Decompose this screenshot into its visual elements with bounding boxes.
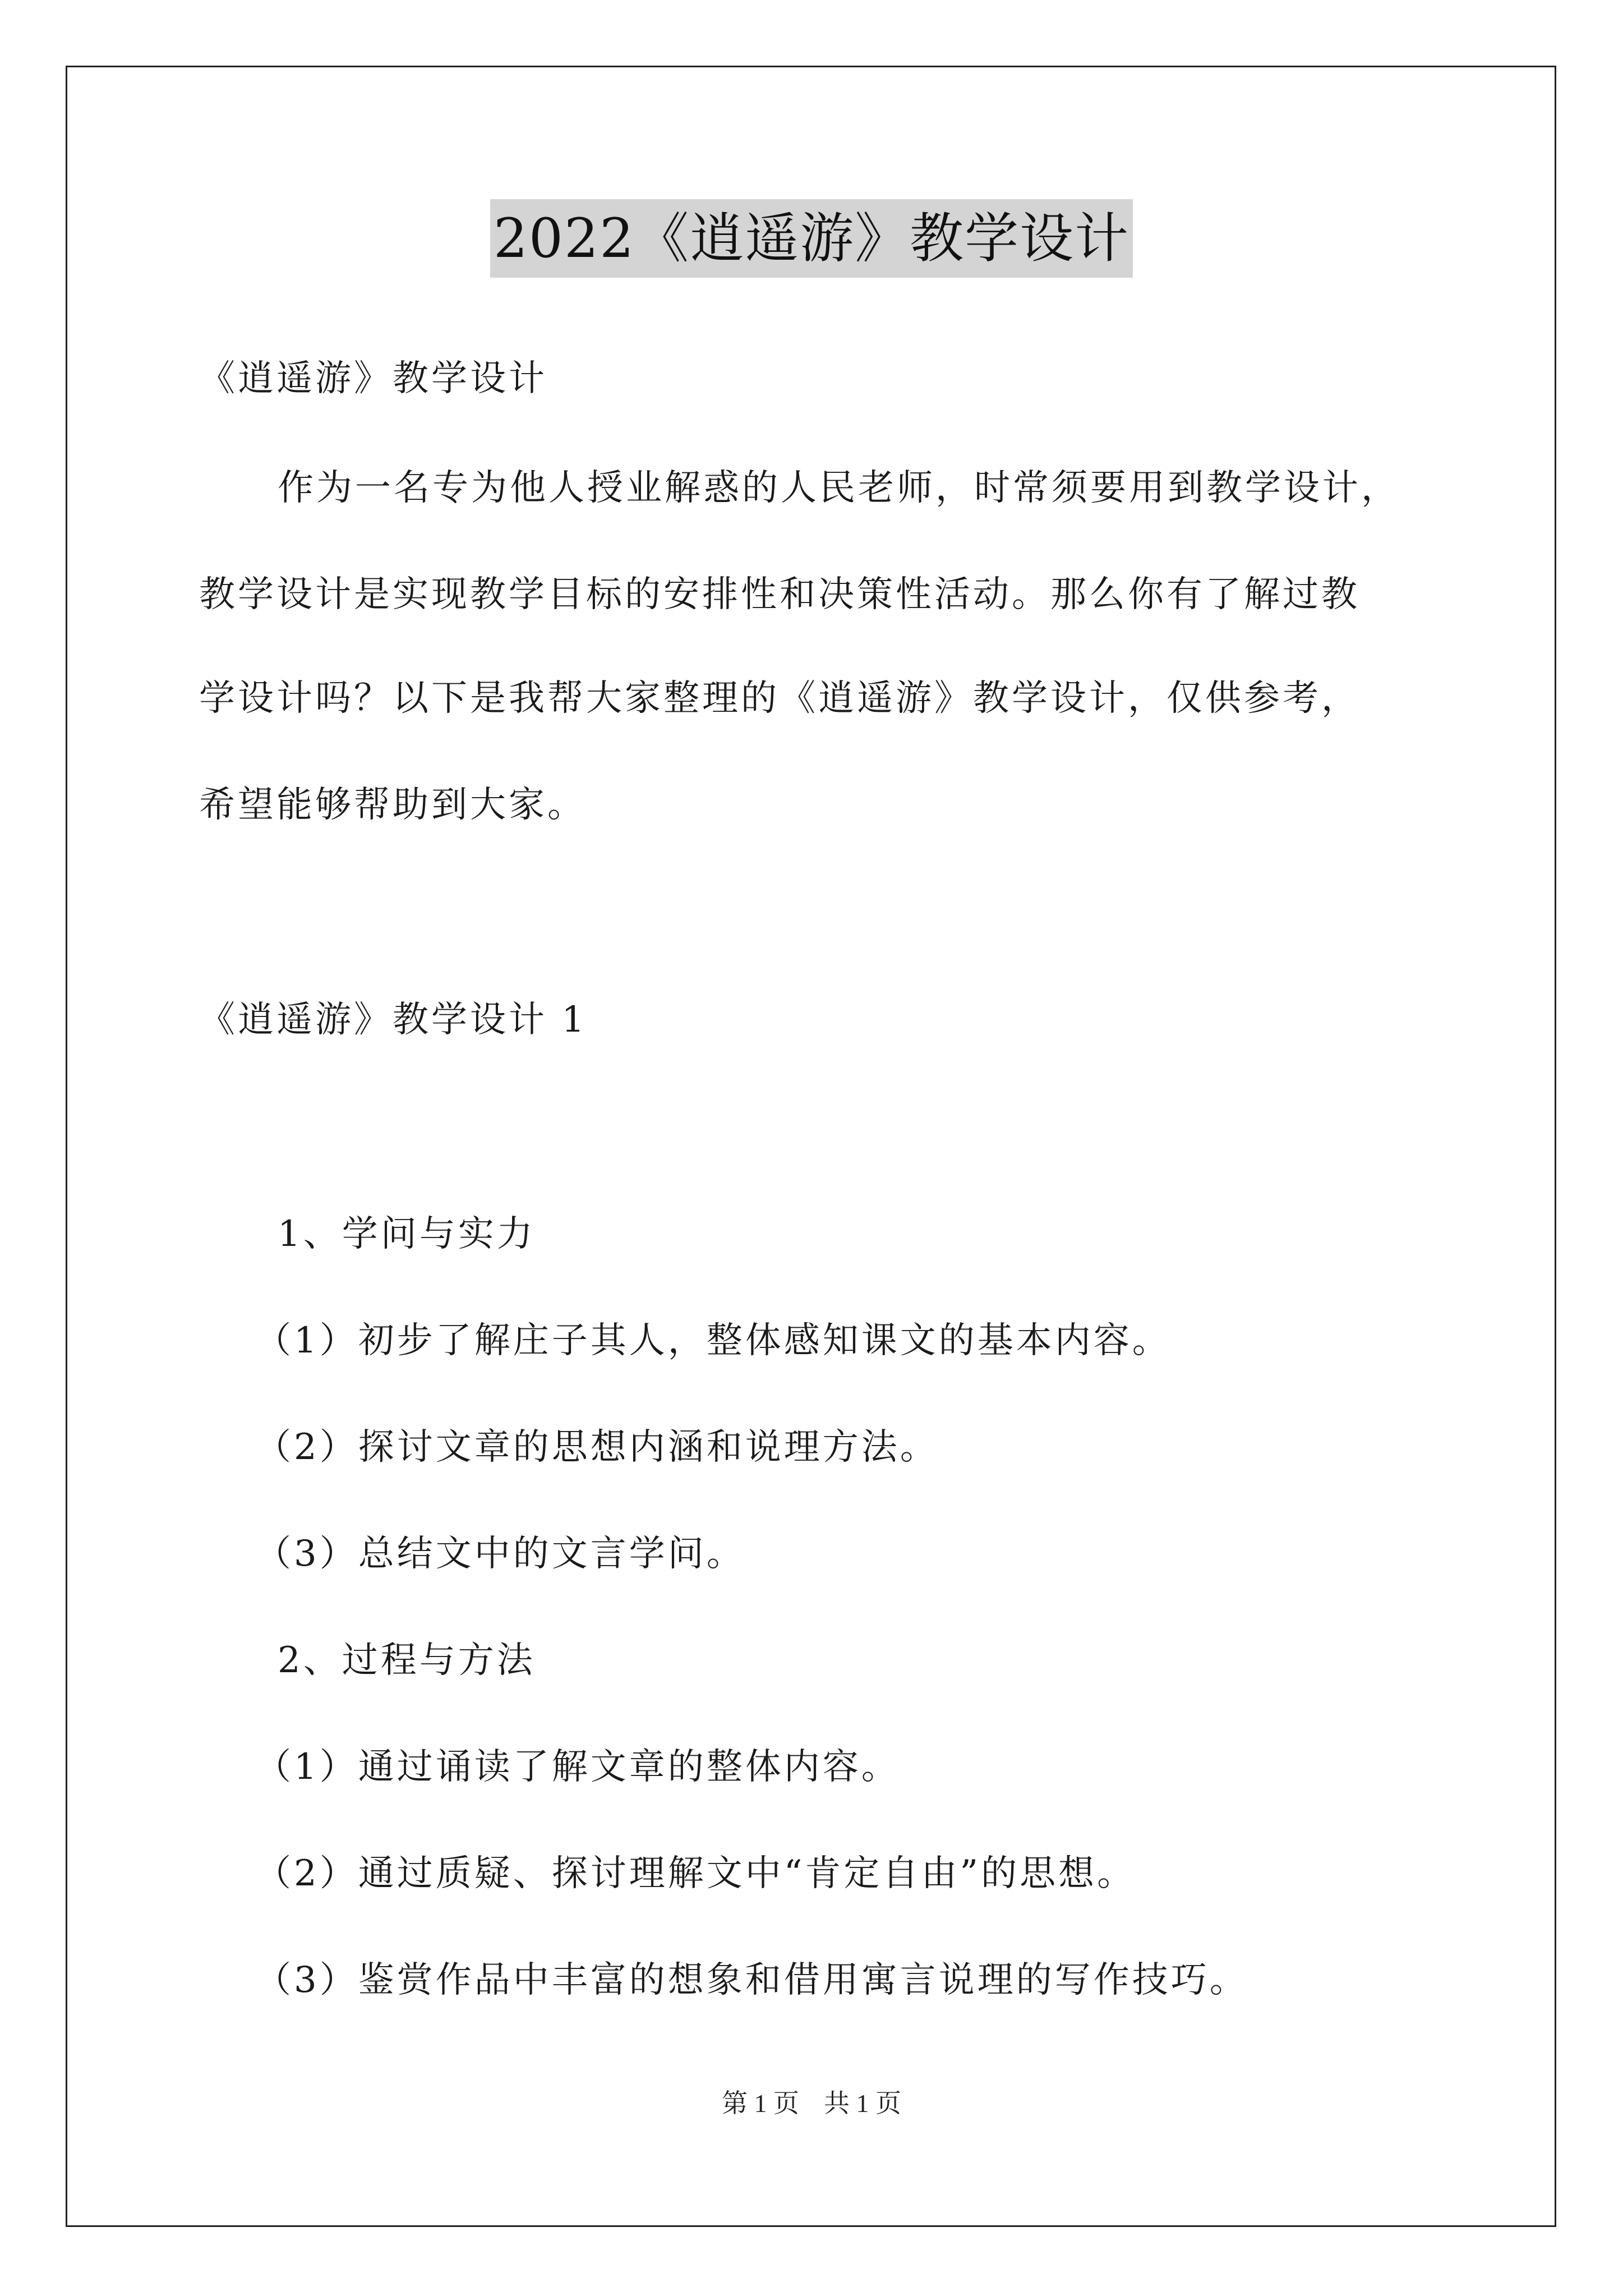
intro-line-1: 作为一名专为他人授业解惑的人民老师，时常须要用到教学设计， xyxy=(278,467,1400,509)
intro-line-2: 教学设计是实现教学目标的安排性和决策性活动。那么你有了解过教 xyxy=(199,574,1360,615)
goal1-heading: 1、学问与实力 xyxy=(278,1213,536,1255)
document-subtitle: 《逍遥游》教学设计 xyxy=(199,358,547,399)
title-container xyxy=(0,199,1623,278)
page-total: 共 1 页 xyxy=(824,2089,901,2118)
goal2-item-1: （1）通过诵读了解文章的整体内容。 xyxy=(255,1746,900,1788)
document-title: 2022《逍遥游》教学设计 xyxy=(490,199,1133,278)
goal1-item-2: （2）探讨文章的思想内涵和说理方法。 xyxy=(255,1427,939,1468)
intro-line-4: 希望能够帮助到大家。 xyxy=(199,784,586,826)
section-heading: 《逍遥游》教学设计 1 xyxy=(199,999,588,1041)
goal1-item-3: （3）总结文中的文言学问。 xyxy=(255,1533,745,1575)
goal1-item-1: （1）初步了解庄子其人，整体感知课文的基本内容。 xyxy=(255,1320,1171,1361)
goal2-heading: 2、过程与方法 xyxy=(278,1640,536,1681)
intro-line-3: 学设计吗？以下是我帮大家整理的《逍遥游》教学设计，仅供参考， xyxy=(199,678,1360,719)
goal2-item-2: （2）通过质疑、探讨理解文中“肯定自由”的思想。 xyxy=(255,1853,1136,1894)
page-footer xyxy=(0,2087,1623,2120)
page-number: 第 1 页 xyxy=(722,2089,799,2118)
goal2-item-3: （3）鉴赏作品中丰富的想象和借用寓言说理的写作技巧。 xyxy=(255,1959,1248,2001)
